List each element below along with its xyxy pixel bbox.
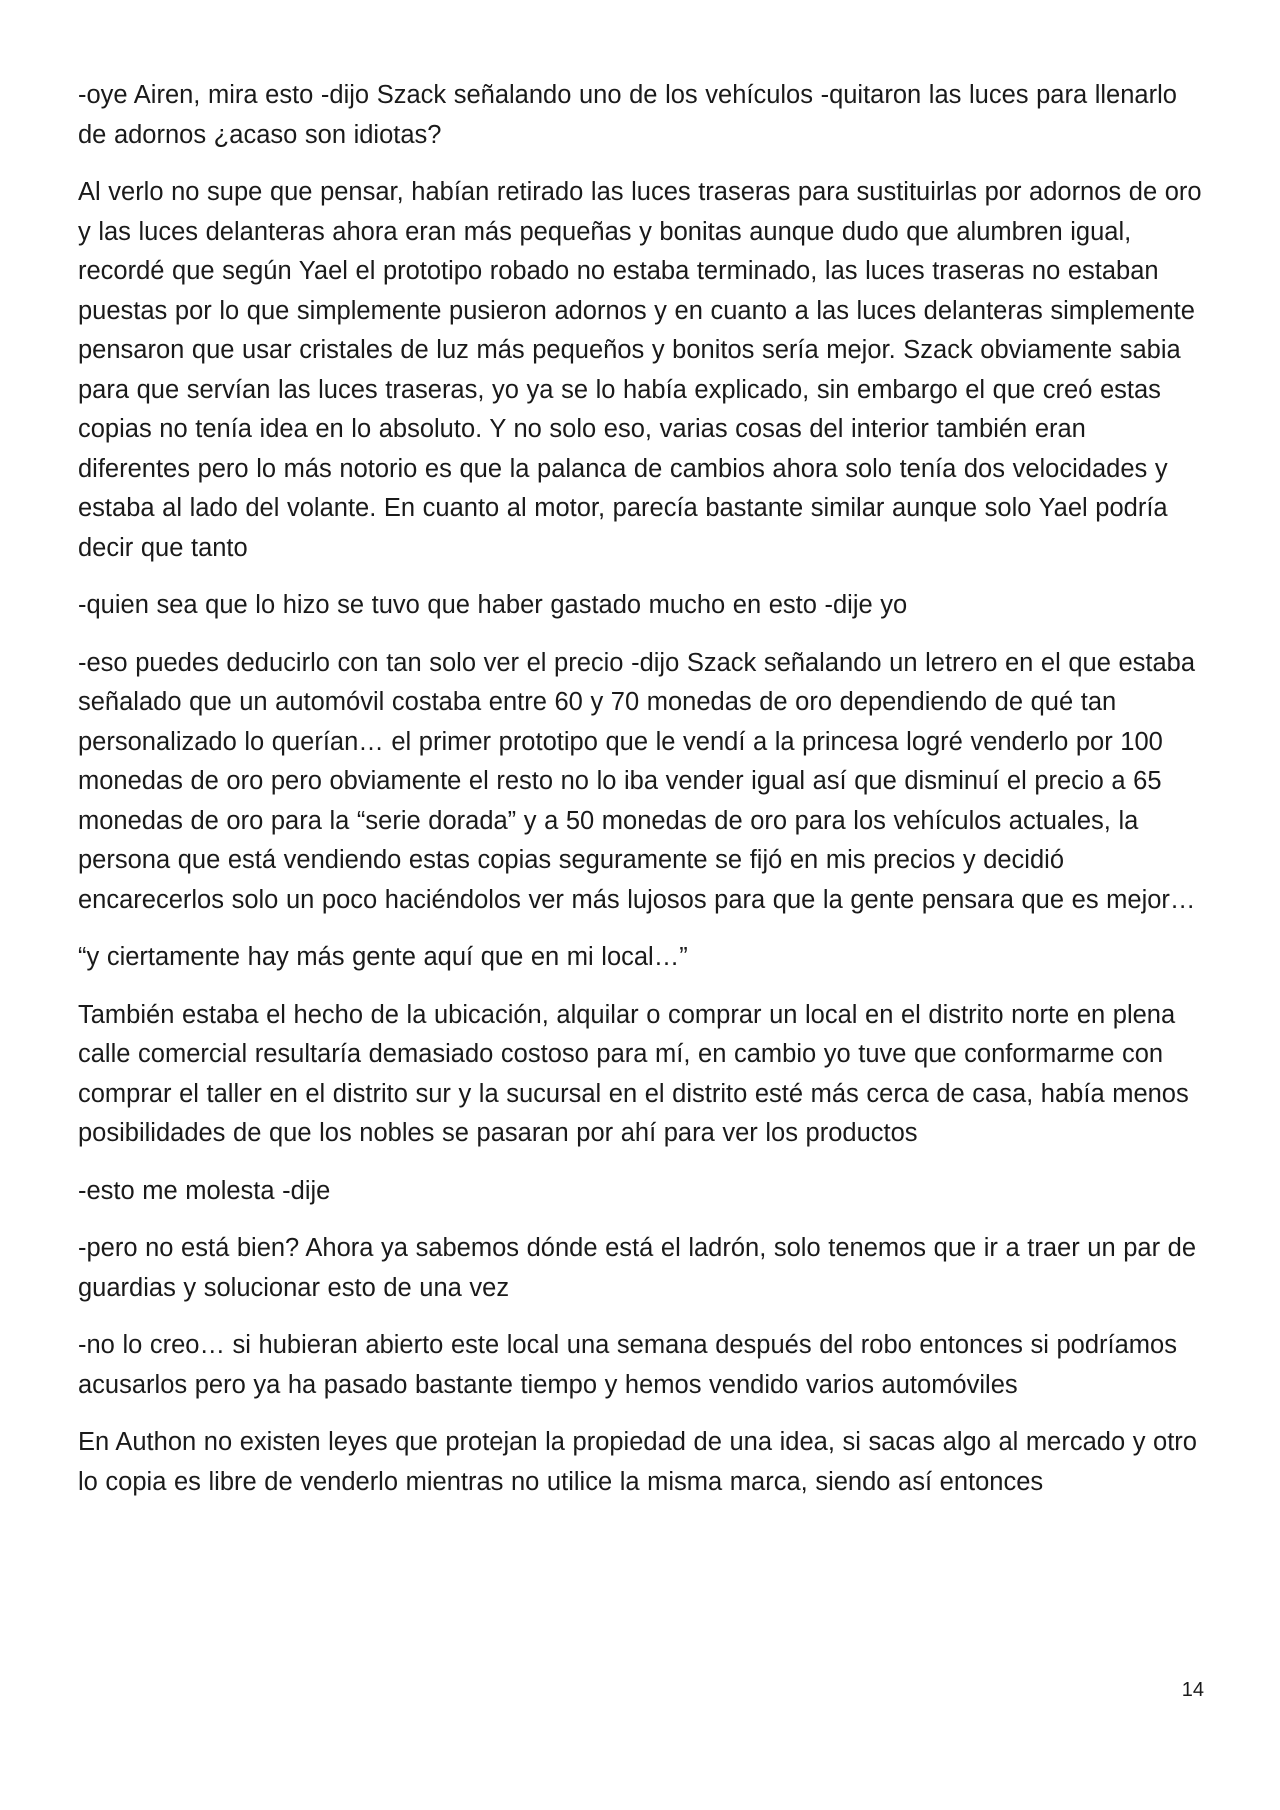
page-number: 14 — [1181, 1679, 1204, 1701]
page-body — [78, 76, 1202, 1520]
paragraph: -pero no está bien? Ahora ya sabemos dónde está el ladrón, solo tenemos que ir a traer un par de guardias y solucionar esto de una vez — [78, 1234, 1197, 1302]
paragraph: -quien sea que lo hizo se tuvo que haber gastado mucho en esto -dije yo — [78, 591, 908, 619]
paragraph: Al verlo no supe que pensar, habían retirado las luces traseras para sustituirlas por adornos de oro y las luces delanteras ahora eran más pequeñas y bonitas aunque dudo que alumbren igual, recordé que según Yael el prototipo robado no estaba terminado, las luces traseras no estaban puestas por lo que simplemente pusieron adornos y en cuanto a las luces delanteras simplemente pensaron que usar cristales de luz más pequeños y bonitos sería mejor. Szack obviamente sabia para que servían las luces traseras, yo ya se lo había explicado, sin embargo el que creó estas copias no tenía idea en lo absoluto. Y no solo eso, varias cosas del interior también eran diferentes pero lo más notorio es que la palanca de cambios ahora solo tenía dos velocidades y estaba al lado del volante. En cuanto al motor, parecía bastante similar aunque solo Yael podría decir que tanto — [78, 178, 1202, 562]
paragraph: -no lo creo… si hubieran abierto este local una semana después del robo entonces si podríamos acusarlos pero ya ha pasado bastante tiempo y hemos vendido varios automóviles — [78, 1331, 1177, 1399]
paragraph: “y ciertamente hay más gente aquí que en mi local…” — [78, 943, 688, 971]
paragraph: También estaba el hecho de la ubicación, alquilar o comprar un local en el distrito norte en plena calle comercial resultaría demasiado costoso para mí, en cambio yo tuve que conformarme con comprar el taller en el distrito sur y la sucursal en el distrito esté más cerca de casa, había menos posibilidades de que los nobles se pasaran por ahí para ver los productos — [78, 1000, 1189, 1147]
paragraph: -oye Airen, mira esto -dijo Szack señalando uno de los vehículos -quitaron las luces para llenarlo de adornos ¿acaso son idiotas? — [78, 81, 1177, 149]
paragraph: En Authon no existen leyes que protejan la propiedad de una idea, si sacas algo al mercado y otro lo copia es libre de venderlo mientras no utilice la misma marca, siendo así entonces — [78, 1428, 1197, 1496]
paragraph: -eso puedes deducirlo con tan solo ver el precio -dijo Szack señalando un letrero en el que estaba señalado que un automóvil costaba entre 60 y 70 monedas de oro dependiendo de qué tan personalizado lo querían… el primer prototipo que le vendí a la princesa logré venderlo por 100 monedas de oro pero obviamente el resto no lo iba vender igual así que disminuí el precio a 65 monedas de oro para la “serie dorada” y a 50 monedas de oro para los vehículos actuales, la persona que está vendiendo estas copias seguramente se fijó en mis precios y decidió encarecerlos solo un poco haciéndolos ver más lujosos para que la gente pensara que es mejor… — [78, 648, 1196, 914]
paragraph: -esto me molesta -dije — [78, 1176, 331, 1205]
